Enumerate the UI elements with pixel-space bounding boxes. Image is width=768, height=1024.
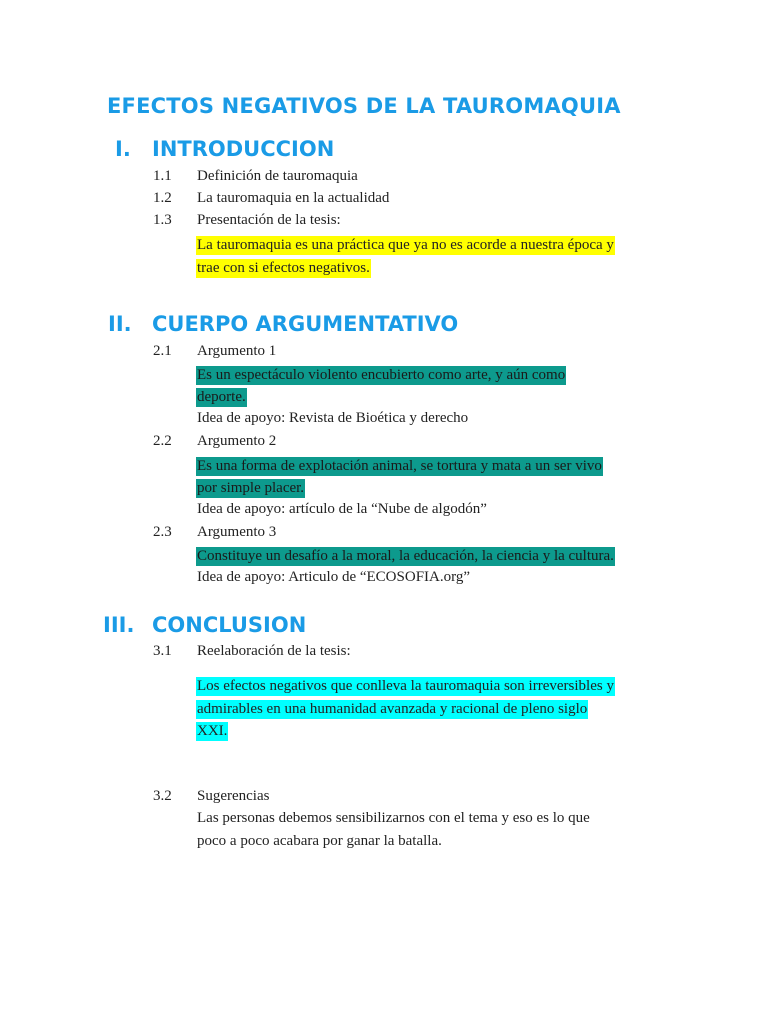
section-number: I. [115, 137, 131, 161]
highlighted-argument [196, 477, 305, 499]
item-text: Definición de tauromaquia [197, 168, 358, 184]
highlight-line: Los efectos negativos que conlleva la tauromaquia son irreversibles y [197, 678, 614, 694]
item-text: Argumento 1 [197, 343, 277, 359]
highlight-line: Es una forma de explotación animal, se tortura y mata a un ser vivo [197, 458, 602, 474]
highlight-line: Constituye un desafío a la moral, la educación, la ciencia y la cultura. [197, 548, 614, 564]
highlight-line: La tauromaquia es una práctica que ya no es acorde a nuestra época y [197, 237, 614, 253]
item-number: 3.2 [153, 788, 172, 804]
item-number: 1.2 [153, 190, 172, 206]
item-number: 2.3 [153, 524, 172, 540]
highlight-line: admirables en una humanidad avanzada y racional de pleno siglo [197, 701, 588, 717]
item-number: 1.1 [153, 168, 172, 184]
highlighted-thesis [196, 234, 615, 256]
item-text: Presentación de la tesis: [197, 212, 341, 228]
highlighted-argument [196, 455, 603, 477]
highlight-line: por simple placer. [197, 480, 305, 496]
highlight-line: trae con si efectos negativos. [197, 260, 370, 276]
highlight-line: Es un espectáculo violento encubierto como arte, y aún como [197, 367, 566, 383]
document-title: EFECTOS NEGATIVOS DE LA TAUROMAQUIA [107, 94, 621, 118]
section-title: INTRODUCCION [152, 137, 335, 161]
item-text: Argumento 3 [197, 524, 277, 540]
item-text: La tauromaquia en la actualidad [197, 190, 390, 206]
highlighted-conclusion [196, 720, 228, 742]
highlighted-conclusion [196, 675, 615, 697]
body-line: poco a poco acabara por ganar la batalla. [197, 833, 442, 849]
highlight-line: XXI. [197, 723, 228, 739]
highlighted-argument [196, 386, 247, 408]
highlighted-argument [196, 545, 615, 567]
highlighted-conclusion [196, 698, 588, 720]
highlight-line: deporte. [197, 389, 246, 405]
item-text: Reelaboración de la tesis: [197, 643, 351, 659]
item-number: 2.1 [153, 343, 172, 359]
item-number: 2.2 [153, 433, 172, 449]
support-idea: Idea de apoyo: Articulo de “ECOSOFIA.org” [197, 569, 470, 585]
body-line: Las personas debemos sensibilizarnos con el tema y eso es lo que [197, 810, 590, 826]
section-number: II. [108, 312, 132, 336]
section-title: CONCLUSION [152, 613, 307, 637]
section-title: CUERPO ARGUMENTATIVO [152, 312, 459, 336]
section-number: III. [103, 613, 135, 637]
highlighted-thesis [196, 257, 371, 279]
item-number: 1.3 [153, 212, 172, 228]
item-number: 3.1 [153, 643, 172, 659]
item-text: Sugerencias [197, 788, 270, 804]
item-text: Argumento 2 [197, 433, 277, 449]
support-idea: Idea de apoyo: Revista de Bioética y derecho [197, 410, 469, 426]
support-idea: Idea de apoyo: artículo de la “Nube de algodón” [197, 501, 487, 517]
highlighted-argument [196, 364, 566, 386]
